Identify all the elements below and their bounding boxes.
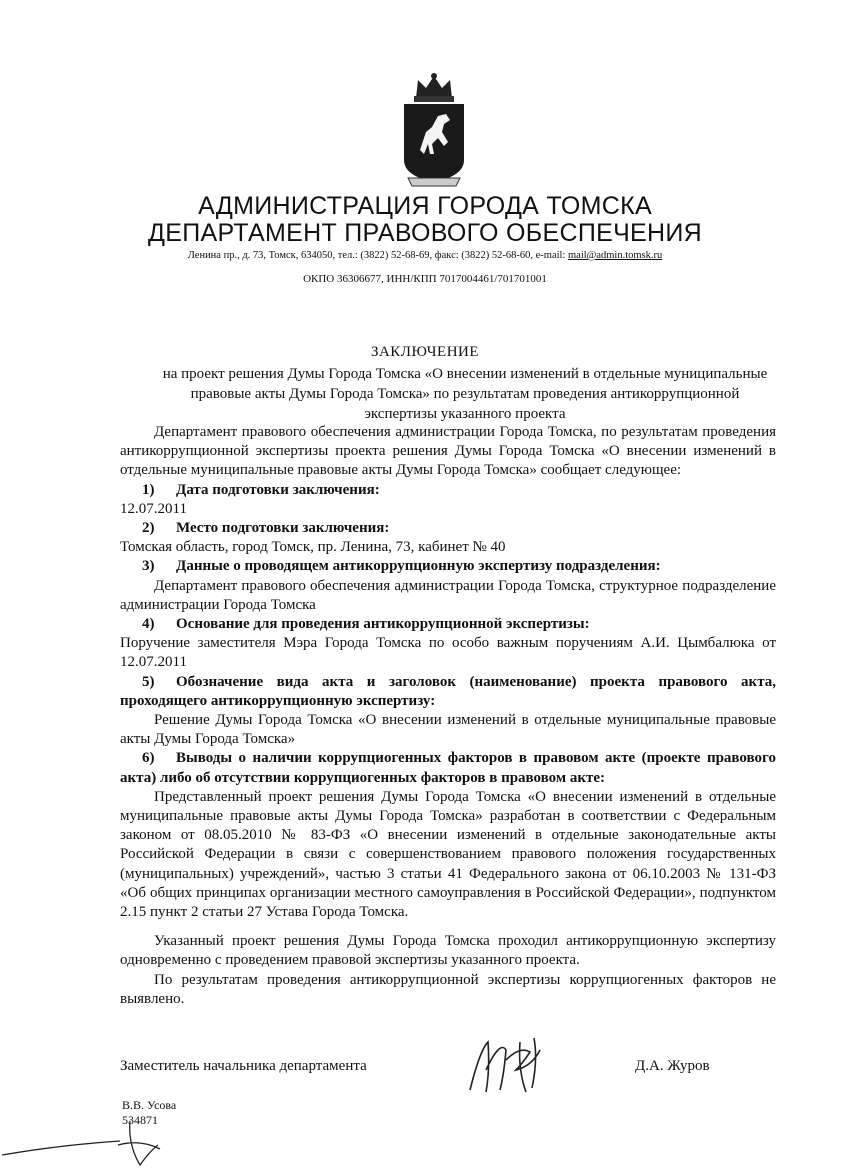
section-heading <box>120 519 776 538</box>
section-title: Выводы о наличии коррупциогенных факторов в правовом акте (проекте правового акта) либо об отсутствии коррупциогенных факторов в правовом акте: <box>120 750 776 786</box>
document-subtitle: на проект решения Думы Города Томска «О внесении изменений в отдельные муниципальные правовые акты Думы Города Томска» по результатам проведения антикоррупционной экспертизы указанного проекта <box>162 366 768 422</box>
conclusion-paragraph: Указанный проект решения Думы Города Томска проходил антикоррупционную экспертизу одновременно с проведением правовой экспертизы указанного проекта. <box>120 933 776 969</box>
department-name: ДЕПАРТАМЕНТ ПРАВОВОГО ОБЕСПЕЧЕНИЯ <box>148 219 702 247</box>
section-text: Решение Думы Города Томска «О внесении изменений в отдельные муниципальные правовые акты Думы Города Томска» <box>120 712 776 748</box>
intro-paragraph: Департамент правового обеспечения администрации Города Томска, по результатам проведения антикоррупционной экспертизы проекта решения Думы Города Томска «О внесении изменений в отдельные муниципальные правовые акты Думы Города Томска» сообщает следующее: <box>120 424 776 479</box>
margin-scribble <box>0 1115 170 1170</box>
section-text: 12.07.2011 <box>120 500 187 517</box>
contact-address: Ленина пр., д. 73, Томск, 634050, тел.: (3822) 52-68-69, факс: (3822) 52-68-60, e-mail: <box>187 250 569 261</box>
city-coat-of-arms <box>398 72 470 190</box>
section-heading <box>120 481 776 500</box>
section-text: Поручение заместителя Мэра Города Томска по особо важным поручениям А.И. Цымбалюка от 12.07.2011 <box>120 635 776 671</box>
section-number: 6) <box>142 750 155 767</box>
section-number: 1) <box>142 481 155 498</box>
section-number: 5) <box>142 673 155 690</box>
section-heading <box>120 749 776 787</box>
contact-email[interactable]: mail@admin.tomsk.ru <box>568 250 663 261</box>
conclusion-paragraph: По результатам проведения антикоррупционной экспертизы коррупциогенных факторов не выявлено. <box>120 971 776 1007</box>
signatory-position: Заместитель начальника департамента <box>120 1058 367 1074</box>
section-number: 3) <box>142 558 155 575</box>
section-title: Обозначение вида акта и заголовок (наименование) проекта правового акта, проходящего антикоррупционную экспертизу: <box>120 673 776 709</box>
document-title: ЗАКЛЮЧЕНИЕ <box>370 344 480 360</box>
section-title: Основание для проведения антикоррупционной экспертизы: <box>176 616 590 633</box>
executor-name: В.В. Усова <box>122 1098 177 1112</box>
contact-line <box>0 250 850 261</box>
section-heading <box>120 673 776 711</box>
section-heading <box>120 615 776 634</box>
executor-phone: 534871 <box>122 1113 158 1127</box>
signatory-name: Д.А. Журов <box>635 1058 710 1074</box>
handwritten-signature <box>460 1030 580 1100</box>
section-number: 4) <box>142 616 155 633</box>
section-number: 2) <box>142 520 155 537</box>
okpo-line: ОКПО 36306677, ИНН/КПП 7017004461/701701001 <box>303 273 547 285</box>
section-title: Место подготовки заключения: <box>176 520 390 537</box>
section-text: Департамент правового обеспечения администрации Города Томска, структурное подразделение администрации Города Томска <box>120 577 776 613</box>
section-text: Томская область, город Томск, пр. Ленина, 73, кабинет № 40 <box>120 539 506 556</box>
section-text: Представленный проект решения Думы Города Томска «О внесении изменений в отдельные муниципальные правовые акты Думы Города Томска» разработан в соответствии с Федеральным законом от 08.05.2010 № 83-ФЗ «О внесении изменений в отдельные законодательные акты Российской Федерации в связи с совершенствованием правового положения государственных (муниципальных) учреждений», частью 3 статьи 41 Федерального закона от 06.10.2003 № 131-ФЗ «Об общих принципах организации местного самоуправления в Российской Федерации», подпунктом 2.15 пункт 2 статьи 27 Устава Города Томска. <box>120 788 776 921</box>
organization-name: АДМИНИСТРАЦИЯ ГОРОДА ТОМСКА <box>198 192 652 220</box>
section-title: Данные о проводящем антикоррупционную экспертизу подразделения: <box>176 558 661 575</box>
section-title: Дата подготовки заключения: <box>176 481 380 498</box>
section-heading <box>120 557 776 576</box>
document-body <box>120 423 776 1009</box>
